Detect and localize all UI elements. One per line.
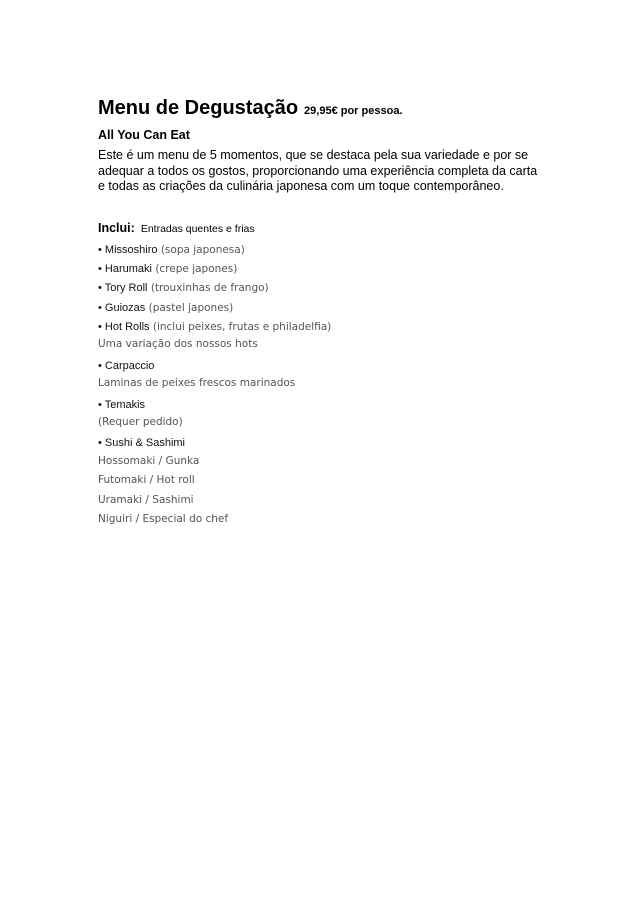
includes-row [98,221,538,235]
menu-item-hot-rolls [98,316,538,335]
includes-value: Entradas quentes e frias [140,222,255,235]
menu-item-temakis [98,394,538,413]
menu-subitem: Uramaki / Sashimi [98,493,194,506]
item-description: (pastel japones) [145,301,234,314]
item-name: • Guiozas [98,301,146,314]
menu-item-harumaki [98,258,538,277]
menu-item-missoshiro [98,239,538,258]
menu-note-temakis: (Requer pedido) [98,416,183,429]
menu-item-sushi-sashimi [98,432,538,451]
title-row [98,97,538,121]
item-name: • Temakis [98,398,146,411]
menu-document [98,97,538,529]
page-title: Menu de Degustação [98,97,299,119]
menu-item-tory-roll [98,277,538,296]
item-name: • Tory Roll [98,282,148,295]
menu-item-guiozas [98,297,538,316]
menu-note-carpaccio: Laminas de peixes frescos marinados [98,377,296,390]
item-name: • Hot Rolls [98,321,150,334]
menu-subitem: Futomaki / Hot roll [98,474,195,487]
item-description: (inclui peixes, frutas e philadelfia) [149,321,332,334]
item-name: • Harumaki [98,262,152,275]
includes-label: Inclui: [98,220,135,235]
menu-description: Este é um menu de 5 momentos, que se destaca pela sua variedade e por se adequar a todos os gostos, proporcionando uma experiência completa da carta e todas as criações da culinária japonesa com um toque contemporâneo. [98,148,538,193]
price-label: 29,95€ por pessoa. [304,105,403,117]
item-description: (crepe japones) [151,262,238,275]
menu-list [98,239,538,530]
menu-subitem: Hossomaki / Gunka [98,454,200,467]
subtitle: All You Can Eat [98,128,190,142]
item-name: • Carpaccio [98,359,155,372]
item-description: (sopa japonesa) [157,243,245,256]
item-name: • Missoshiro [98,243,158,256]
menu-subitem: Niguiri / Especial do chef [98,512,229,525]
menu-item-carpaccio [98,355,538,374]
item-name: • Sushi & Sashimi [98,437,185,450]
item-description: (trouxinhas de frango) [147,282,269,295]
menu-note-hot-rolls: Uma variação dos nossos hots [98,338,258,351]
